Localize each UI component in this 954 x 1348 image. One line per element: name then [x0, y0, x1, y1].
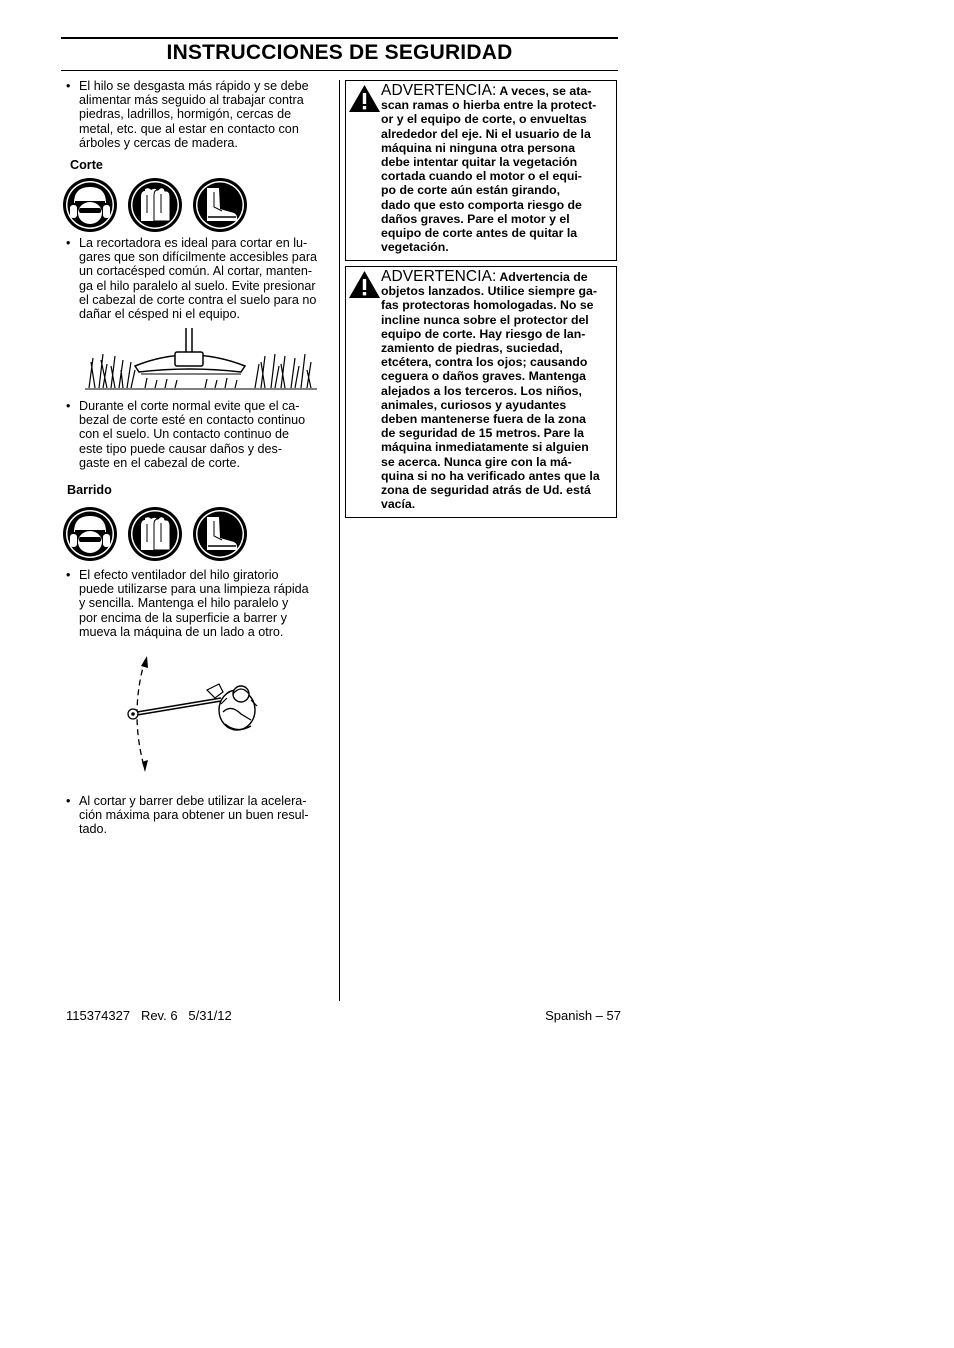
corte-protection-icons	[62, 177, 248, 235]
warning-box-tangled-vegetation	[345, 80, 617, 261]
warning-text	[381, 84, 611, 254]
warning-text	[381, 270, 611, 511]
list-item	[61, 399, 329, 470]
bullet-text-sweeping: El efecto ventilador del hilo giratorio puede utilizarse para una limpieza rápida y sencilla. Mantenga el hilo paralelo y por encima de la superficie a barrer y mueva la máquina de un lado a otro.	[79, 568, 309, 639]
helmet-ear-eye-protection-icon	[62, 177, 118, 233]
header-bottom-rule	[61, 70, 618, 71]
list-item	[61, 79, 329, 150]
warning-box-thrown-objects	[345, 266, 617, 518]
list-item	[61, 568, 329, 639]
bullet-dot: •	[66, 568, 71, 582]
column-divider	[339, 80, 340, 1001]
bullet-text-full-throttle: Al cortar y barrer debe utilizar la acelera- ción máxima para obtener un buen resul- tado.	[79, 794, 309, 837]
list-item	[61, 236, 329, 321]
warning-label: ADVERTENCIA:	[381, 268, 497, 285]
barrido-heading: Barrido	[67, 483, 112, 497]
header-top-rule	[61, 37, 618, 39]
sweeping-operator-illustration	[123, 654, 273, 774]
bullet-text-wear: El hilo se desgasta más rápido y se debe alimentar más seguido al trabajar contra piedras, ladrillos, hormigón, cercas de metal, etc. que al estar en contacto con árboles y cercas de madera.	[79, 79, 309, 150]
gloves-icon	[127, 506, 183, 562]
list-item	[61, 794, 329, 837]
boots-icon	[192, 177, 248, 233]
warning-triangle-icon	[348, 84, 381, 113]
bullet-dot: •	[66, 79, 71, 93]
warning-triangle-icon	[348, 270, 381, 299]
bullet-dot: •	[66, 794, 71, 808]
warning-label: ADVERTENCIA:	[381, 82, 497, 99]
boots-icon	[192, 506, 248, 562]
warning-body: A veces, se ata- scan ramas o hierba entre la protect- or y el equipo de corte, o envueltas alrededor del eje. Ni el usuario de la máquina ni ninguna otra persona debe intentar quitar la vegetación cortada cuando el motor o el equi- po de corte aún están girando, dado que esto comporta riesgo de daños graves. Pare el motor y el equipo de corte antes de quitar la vegetación.	[381, 84, 597, 255]
page-title: INSTRUCCIONES DE SEGURIDAD	[166, 41, 513, 64]
bullet-text-trimmer: La recortadora es ideal para cortar en lu- gares que son difícilmente accesibles para un cortacésped común. Al cortar, manten- ga el hilo paralelo al suelo. Evite presionar el cabezal de corte contra el suelo para no dañar el césped ni el equipo.	[79, 236, 318, 322]
footer-doc-info: 115374327 Rev. 6 5/31/12	[66, 1008, 232, 1023]
trimmer-head-grass-illustration	[85, 326, 317, 392]
bullet-text-ground-contact: Durante el corte normal evite que el ca- bezal de corte esté en contacto continuo con el suelo. Un contacto continuo de este tipo puede causar daños y des- gaste en el cabezal de corte.	[79, 399, 306, 470]
barrido-protection-icons	[62, 506, 248, 564]
footer-page-number: Spanish – 57	[545, 1008, 621, 1023]
warning-body: Advertencia de objetos lanzados. Utilice siempre ga- fas protectoras homologadas. No se incline nunca sobre el protector del equipo de corte. Hay riesgo de lan- zamiento de piedras, suciedad, etcétera, contra los ojos; causando ceguera o daños graves. Mantenga alejados a los terceros. Los niños, animales, curiosos y ayudantes deben mantenerse fuera de la zona de seguridad de 15 metros. Pare la máquina inmediatamente si alguien se acerca. Nunca gire con la má- quina si no ha verificado antes que la zona de seguridad atrás de Ud. está vacía.	[381, 270, 600, 512]
bullet-dot: •	[66, 236, 71, 250]
corte-heading: Corte	[70, 158, 103, 172]
helmet-ear-eye-protection-icon	[62, 506, 118, 562]
bullet-dot: •	[66, 399, 71, 413]
gloves-icon	[127, 177, 183, 233]
